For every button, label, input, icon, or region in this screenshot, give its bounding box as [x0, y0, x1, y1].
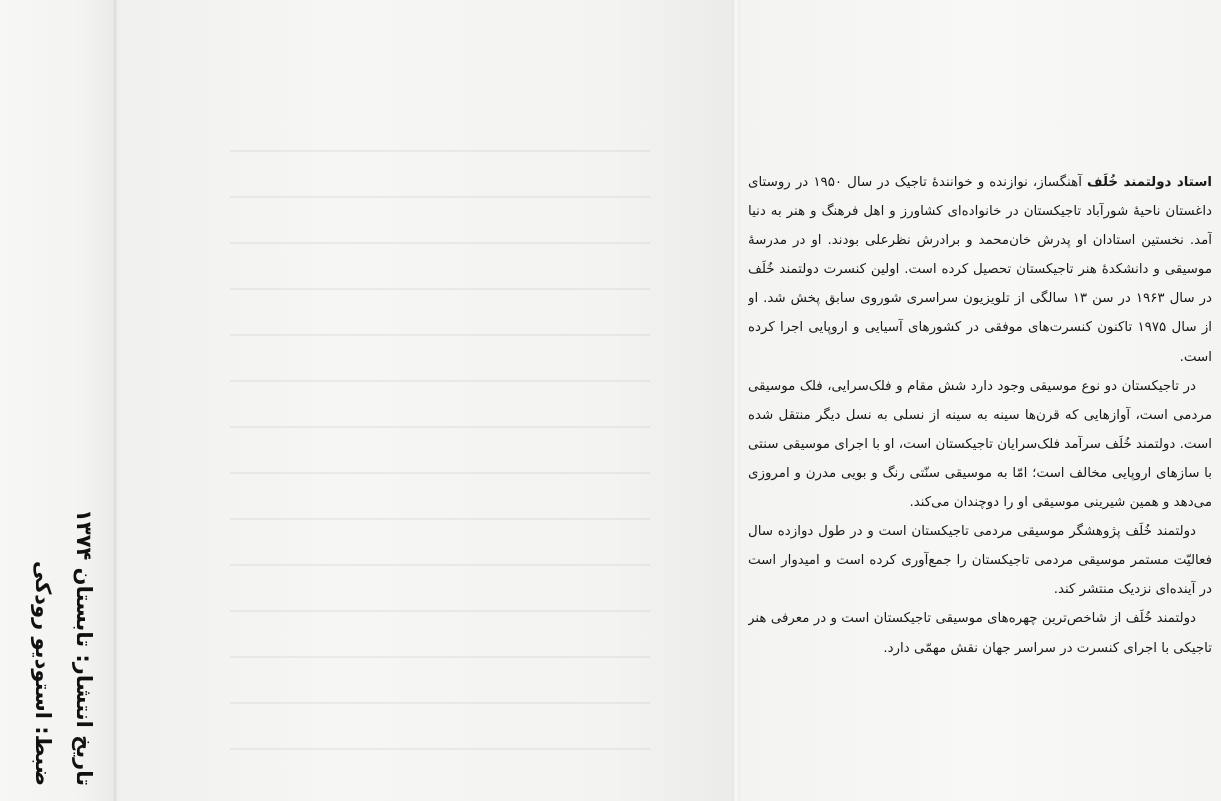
spine-text	[0, 0, 118, 801]
recording-studio: ضبط: استودیو رودکی	[31, 560, 55, 786]
show-through-texture	[230, 120, 650, 760]
paragraph-role: دولتمند خُلَف از شاخص‌ترین چهره‌های موسیقی تاجیکستان است و در معرفی هنر تاجیکی با اجرای کنسرت در سراسر جهان نقش مهمّی دارد.	[748, 611, 1212, 656]
lead-name: استاد دولتمند خُلَف	[1087, 175, 1212, 190]
paragraph-intro	[748, 168, 1212, 372]
paragraph-text: آهنگساز، نوازنده و خوانندهٔ تاجیک در سال ۱۹۵۰ در روستای داغستان ناحیهٔ شورآباد تاجیکستان در خانواده‌ای کشاورز و اهل فرهنگ و هنر به دنیا آمد. نخستین استادان او پدرش خان‌محمد و برادرش نظرعلی بودند. او در مدرسهٔ موسیقی و دانشکدهٔ هنر تاجیکستان تحصیل کرده است. اولین کنسرت دولتمند خُلَف در سال ۱۹۶۳ در سن ۱۳ سالگی از تلویزیون سراسری شوروی سابق پخش شد. او از سال ۱۹۷۵ تاکنون کنسرت‌های موفقی در کشورهای آسیایی و اروپایی اجرا کرده است.	[748, 175, 1212, 365]
release-date: تاریخ انتشار: تابستان ۱۳۷۴	[72, 509, 96, 786]
paragraph-music-types: در تاجیکستان دو نوع موسیقی وجود دارد شش مقام و فلک‌سرایی، فلک موسیقی مردمی است، آوازهایی که قرن‌ها سینه به سینه از نسلی به نسل دیگر منتقل شده است. دولتمند خُلَف سرآمد فلک‌سرایان تاجیکستان است، او با اجرای موسیقی سنتی با سازهای اروپایی مخالف است؛ امّا به موسیقی سنّتی رنگ و بویی مدرن و امروزی می‌دهد و همین شیرینی موسیقی او را دوچندان می‌کند.	[748, 378, 1212, 511]
biography-text	[748, 168, 1212, 778]
paragraph-research: دولتمند خُلَف پژوهشگر موسیقی مردمی تاجیکستان است و در طول دوازده سال فعالیّت مستمر موسیقی مردمی تاجیکستان را جمع‌آوری کرده است و امیدوار است در آینده‌ای نزدیک منتشر کند.	[748, 524, 1212, 598]
fold-line	[732, 0, 740, 801]
